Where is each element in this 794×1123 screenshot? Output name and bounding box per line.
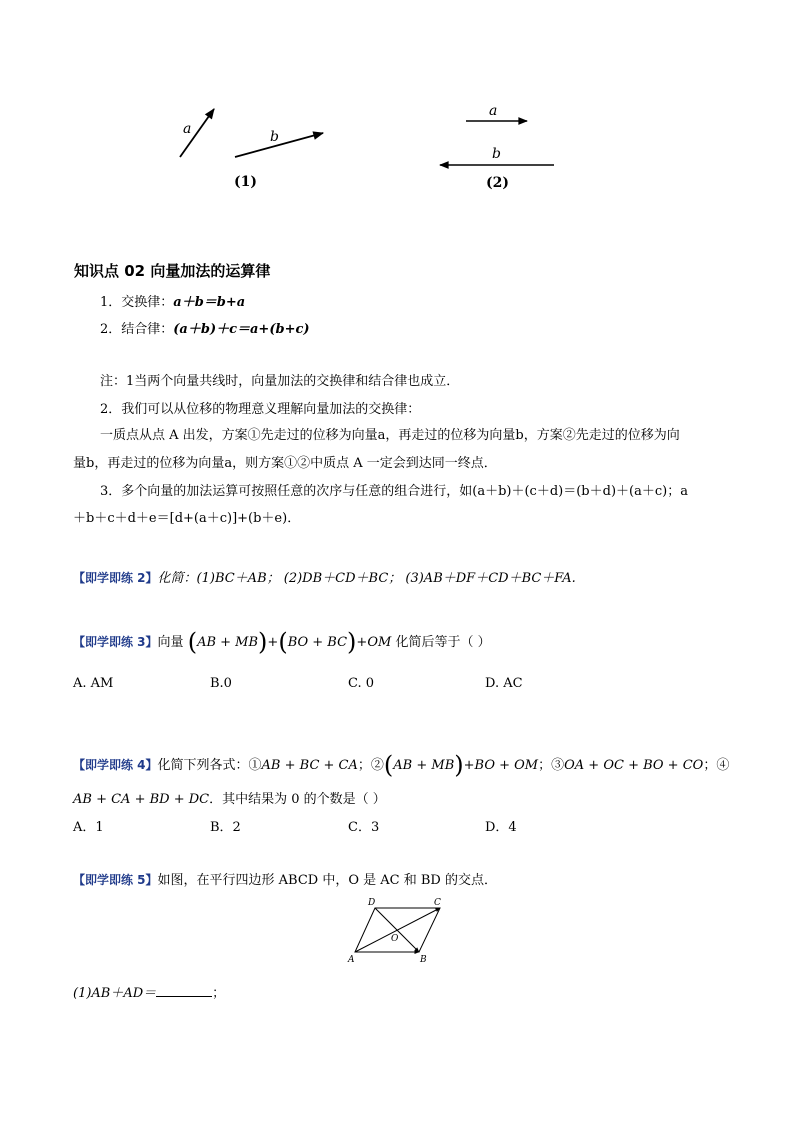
point-a-label: A — [348, 955, 355, 965]
exercise-5-q1 — [73, 985, 225, 1003]
exercise-3-option-b[interactable]: B.0 — [210, 676, 232, 691]
exercise-4-option-a[interactable]: A．1 — [73, 820, 104, 835]
exercise-4-option-d[interactable]: D．4 — [485, 820, 517, 835]
exercise-3-option-c[interactable]: C. 0 — [348, 676, 375, 691]
exercise-4-tag: 【即学即练 4】 — [73, 758, 158, 772]
exercise-4-suffix: ．其中结果为 0 的个数是（ ） — [209, 792, 386, 807]
note-2: 2．我们可以从位移的物理意义理解向量加法的交换律： — [100, 402, 421, 417]
exercise-4-line1: 【即学即练 4】化简下列各式：①AB + BC + CA；②(AB + MB)+BO + OM；③OA + OC + BO + CO；④ — [73, 751, 730, 779]
parallelogram-figure — [344, 896, 454, 968]
point-c-label: C — [434, 898, 441, 908]
rule-associative — [100, 321, 310, 339]
exercise-4-prefix: 化简下列各式：① — [157, 758, 262, 773]
exercise-4-line2: AB + CA + BD + DC．其中结果为 0 的个数是（ ） — [73, 792, 386, 807]
exercise-4-option-c[interactable]: C．3 — [348, 820, 380, 835]
exercise-2 — [73, 569, 576, 588]
exercise-5-q1-suffix: ； — [212, 986, 226, 1001]
rule2-formula: (a＋b)＋c＝a+(b+c) — [173, 322, 310, 337]
rule1-prefix: 1．交换律： — [100, 295, 174, 310]
vector-a-label-2: a — [489, 103, 498, 119]
answer-blank[interactable] — [156, 996, 212, 997]
rule2-prefix: 2．结合律： — [100, 322, 174, 337]
section-title: 知识点 02 向量加法的运算律 — [74, 262, 271, 280]
point-b-label: B — [420, 955, 427, 965]
figure-caption-1: (1) — [234, 174, 257, 190]
note-3-line2: 量b，再走过的位移为向量a，则方案①②中质点 A 一定会到达同一终点． — [73, 456, 497, 471]
exercise-5 — [73, 871, 497, 890]
note-4-line2: ＋b＋c＋d＋e＝[d+(a＋c)]+(b＋e)． — [73, 511, 301, 526]
exercise-2-text: 化简：(1)BC＋AB； (2)DB＋CD＋BC； (3)AB＋DF＋CD＋BC＋FA. — [157, 571, 576, 586]
point-d-label: D — [368, 898, 376, 908]
rule-commutative — [100, 294, 245, 312]
figure-caption-2: (2) — [486, 175, 509, 191]
note-4-line1: 3．多个向量的加法运算可按照任意的次序与任意的组合进行，如(a＋b)＋(c＋d)＝(b＋d)＋(a＋c)；a — [100, 484, 688, 499]
exercise-2-tag: 【即学即练 2】 — [73, 571, 158, 585]
exercise-3-tag: 【即学即练 3】 — [73, 635, 158, 649]
vector-b-label: b — [270, 129, 279, 145]
exercise-3-suffix: 化简后等于（ ） — [395, 635, 491, 650]
note-3-line1: 一质点从点 A 出发，方案①先走过的位移为向量a，再走过的位移为向量b，方案②先走过的位移为向 — [100, 428, 680, 443]
note-1: 注：1当两个向量共线时，向量加法的交换律和结合律也成立． — [100, 374, 460, 389]
exercise-3-option-d[interactable]: D. AC — [485, 676, 523, 691]
exercise-5-q1-prefix: (1)AB＋AD＝ — [73, 986, 157, 1001]
point-o-label: O — [391, 934, 399, 944]
exercise-5-tag: 【即学即练 5】 — [73, 873, 158, 887]
rule1-formula: a＋b＝b+a — [173, 295, 246, 310]
vector-b-label-2: b — [492, 146, 501, 162]
vector-b-arrow — [235, 133, 323, 157]
exercise-3: 【即学即练 3】向量 (AB + MB)+(BO + BC)+OM 化简后等于（ ） — [73, 628, 491, 656]
exercise-3-option-a[interactable]: A. AM — [73, 676, 114, 691]
exercise-3-prefix: 向量 — [157, 635, 184, 650]
exercise-5-text: 如图，在平行四边形 ABCD 中，O 是 AC 和 BD 的交点． — [157, 873, 497, 888]
vector-a-label: a — [183, 121, 192, 137]
exercise-4-option-b[interactable]: B．2 — [210, 820, 241, 835]
vector-figures — [150, 95, 580, 205]
